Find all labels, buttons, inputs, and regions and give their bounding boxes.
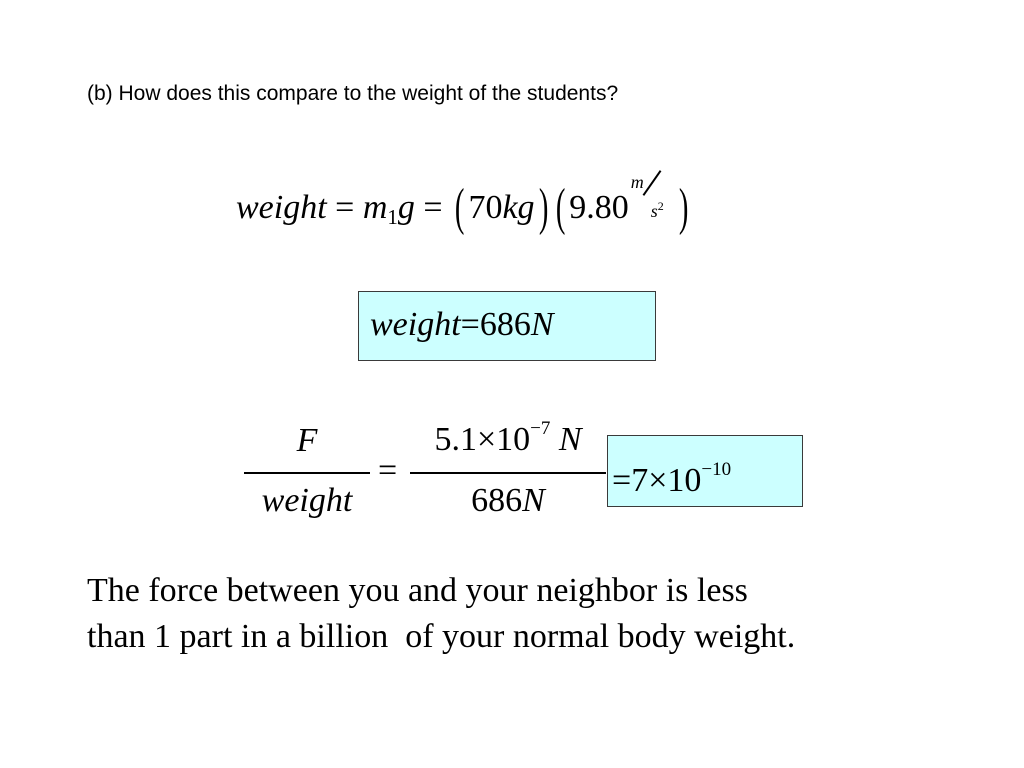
- ratio-right-num-unit: N: [558, 421, 582, 458]
- eq1-close-paren-2: ): [678, 179, 689, 236]
- eq2-equals: =: [460, 306, 480, 343]
- ratio-right-bar: [410, 472, 606, 474]
- ratio-left-numerator: F: [296, 422, 318, 459]
- weight-equation: [236, 172, 692, 238]
- eq1-unit-denominator: $s^2$: [650, 199, 664, 221]
- eq1-g-value: 9.80: [569, 189, 629, 226]
- ratio-right-exponent: −7: [530, 418, 551, 439]
- ratio-left-bar: [244, 472, 370, 474]
- question-heading: (b) How does this compare to the weight of the students?: [87, 82, 619, 105]
- eq1-unit-exponent: 2: [657, 199, 664, 213]
- eq1-open-paren: (: [455, 179, 465, 236]
- eq1-open-paren-2: (: [555, 179, 566, 236]
- ratio-result-equation: [612, 448, 731, 503]
- ratio-right-den-unit: N: [522, 482, 545, 519]
- weight-result-equation: [370, 303, 554, 347]
- eq1-close-paren: ): [538, 179, 548, 236]
- ratio-fraction-right: [410, 418, 606, 528]
- eq1-equals: =: [335, 189, 355, 226]
- eq2-lhs: weight: [370, 306, 461, 343]
- ratio-equals: =: [378, 452, 398, 489]
- ratio-left-denominator: weight: [261, 482, 353, 519]
- eq1-mass-value: 70: [468, 189, 503, 226]
- eq1-mass-symbol: m: [362, 189, 388, 226]
- ratio-right-mantissa: 5.1×10: [434, 421, 531, 458]
- ratio-result-exponent: −10: [701, 459, 732, 480]
- ratio-fraction-left: [244, 422, 370, 532]
- eq2-unit: N: [530, 306, 554, 343]
- eq1-mass-subscript: 1: [387, 205, 398, 229]
- eq1-unit-slash: [642, 170, 661, 196]
- ratio-right-denominator: [410, 482, 606, 520]
- eq2-value: 686: [479, 306, 531, 343]
- eq1-unit-fraction: [629, 172, 675, 221]
- eq1-unit-numerator: m: [630, 172, 644, 192]
- eq1-lhs: weight: [236, 189, 327, 226]
- eq1-g-symbol: g: [397, 189, 415, 226]
- conclusion-line-2: than 1 part in a billion of your normal body weight.: [87, 618, 796, 655]
- conclusion-line-1: The force between you and your neighbor is less: [87, 572, 748, 609]
- ratio-result-mantissa: 7×10: [631, 462, 702, 499]
- eq1-mass-unit: kg: [502, 189, 535, 226]
- ratio-result-equals: =: [612, 462, 632, 499]
- conclusion-text: [87, 568, 967, 660]
- eq1-equals-2: =: [423, 189, 443, 226]
- ratio-right-numerator: [410, 418, 606, 459]
- ratio-right-den-value: 686: [471, 482, 523, 519]
